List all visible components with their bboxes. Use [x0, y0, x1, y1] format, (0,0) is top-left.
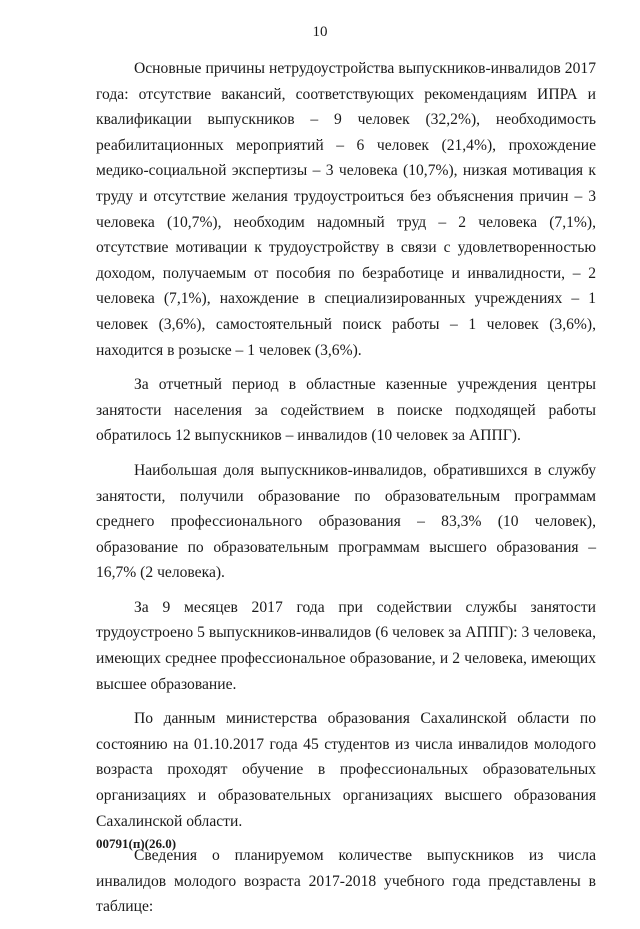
document-code: 00791(п)(26.0): [96, 836, 177, 851]
paragraph-table-intro: Сведения о планируемом количестве выпускников из числа инвалидов молодого возраста 2017-2018 учебного года представлены в таблице:: [96, 847, 596, 916]
paragraph-nine-months: За 9 месяцев 2017 года при содействии службы занятости трудоустроено 5 выпускников-инвалидов (6 человек за АППГ): 3 человека, имеющих среднее профессиональное образование, и 2 человека, имеющих высшее образование.: [96, 598, 596, 693]
paragraph-ministry-data: По данным министерства образования Сахалинской области по состоянию на 01.10.2017 года 45 студентов из числа инвалидов молодого возраста проходят обучение в профессиональных образовательных организациях и образовательных организациях высшего образования Сахалинской области.: [96, 710, 596, 830]
paragraph-education-share: Наибольшая доля выпускников-инвалидов, обратившихся в службу занятости, получили образование по образовательным программам среднего профессионального образования – 83,3% (10 человек), образование по образовательным программам высшего образования – 16,7% (2 человека).: [96, 461, 596, 582]
paragraph-unemployment-reasons: Основные причины нетрудоустройства выпускников-инвалидов 2017 года: отсутствие вакансий, соответствующих рекомендациям ИПРА и квалификации выпускников – 9 человек (32,2%), необходимость реабилитационных мероприятий – 6 человек (21,4%), прохождение медико-социальной экспертизы – 3 человека (10,7%), низкая мотивация к труду и отсутствие желания трудоустроиться без объяснения причин – 3 человека (10,7%), необходим надомный труд – 2 человека (7,1%), отсутствие мотивации к трудоустройству в связи с удовлетворенностью доходом, получаемым от пособия по безработице и инвалидности, – 2 человека (7,1%), нахождение в специализированных учреждениях – 1 человек (3,6%), самостоятельный поиск работы – 1 человек (3,6%), находится в розыске – 1 человек (3,6%).: [96, 60, 596, 359]
paragraph-employment-centers: За отчетный период в областные казенные учреждения центры занятости населения за содействием в поиске подходящей работы обратилось 12 выпускников – инвалидов (10 человек за АППГ).: [96, 376, 596, 445]
page-number: 10: [312, 24, 328, 40]
body-text: [96, 56, 596, 929]
